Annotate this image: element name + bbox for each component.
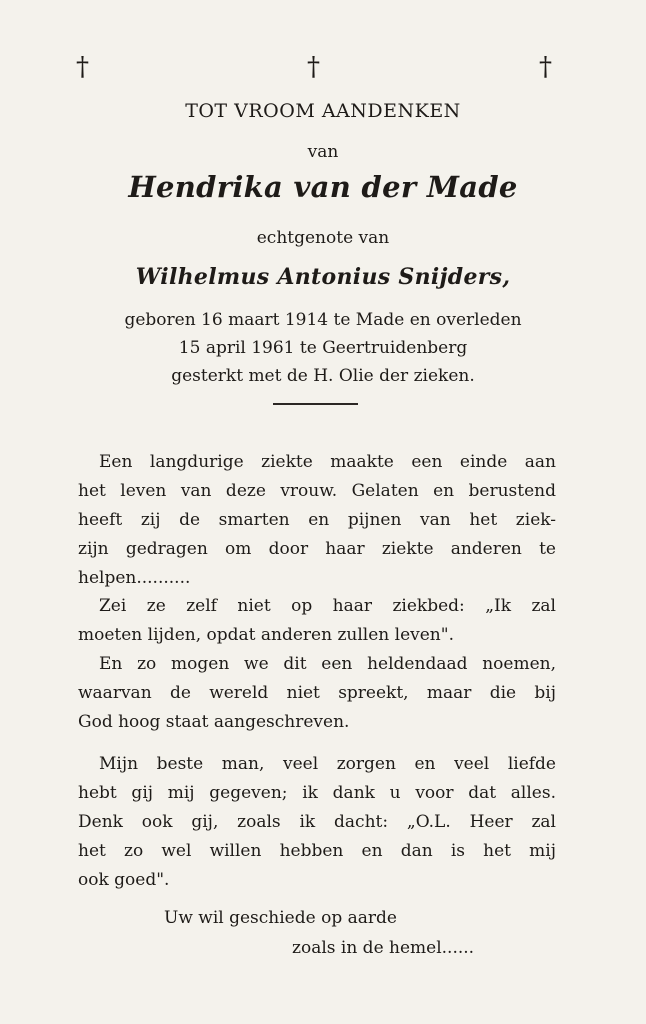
cross-icon-center: † <box>307 52 320 82</box>
text-line: moeten lijden, opdat anderen zullen leven". <box>78 625 454 645</box>
paragraph-3 <box>78 650 556 737</box>
text-line: waarvan de wereld niet spreekt, maar die bij <box>78 683 556 703</box>
text-line: God hoog staat aangeschreven. <box>78 712 350 732</box>
deceased-name: Hendrika van der Made <box>128 170 518 204</box>
closing-line-1: Uw wil geschiede op aarde <box>164 908 397 928</box>
text-line: En zo mogen we dit een heldendaad noemen, <box>99 654 556 674</box>
text-line: Een langdurige ziekte maakte een einde aan <box>99 452 556 472</box>
paragraph-1 <box>78 448 556 593</box>
heading-van: van <box>307 142 339 162</box>
text-line: Mijn beste man, veel zorgen en veel liefde <box>99 754 556 774</box>
bio-line: geboren 16 maart 1914 te Made en overleden <box>124 310 522 330</box>
text-line: zijn gedragen om door haar ziekte anderen te <box>78 539 556 559</box>
card-heading: TOT VROOM AANDENKEN <box>185 100 461 122</box>
divider-line <box>273 403 358 405</box>
closing-line-2: zoals in de hemel...... <box>292 938 475 958</box>
bio-line: 15 april 1961 te Geertruidenberg <box>178 338 468 358</box>
text-line: het zo wel willen hebben en dan is het mij <box>78 841 556 861</box>
biography <box>0 306 646 390</box>
cross-icon-right: † <box>539 52 552 82</box>
text-line: het leven van deze vrouw. Gelaten en berustend <box>78 481 556 501</box>
text-line: heeft zij de smarten en pijnen van het ziek- <box>78 510 556 530</box>
spouse-name: Wilhelmus Antonius Snijders, <box>135 264 511 290</box>
text-line: hebt gij mij gegeven; ik dank u voor dat alles. <box>78 783 556 803</box>
bio-line: gesterkt met de H. Olie der zieken. <box>171 366 475 386</box>
paragraph-4 <box>78 750 556 895</box>
spouse-intro: echtgenote van <box>256 228 390 248</box>
text-line: Denk ook gij, zoals ik dacht: „O.L. Heer zal <box>78 812 556 832</box>
paragraph-2 <box>78 592 556 650</box>
text-line: helpen.......... <box>78 568 191 588</box>
text-line: ook goed". <box>78 870 170 890</box>
text-line: Zei ze zelf niet op haar ziekbed: „Ik zal <box>99 596 556 616</box>
cross-icon-left: † <box>76 52 89 82</box>
